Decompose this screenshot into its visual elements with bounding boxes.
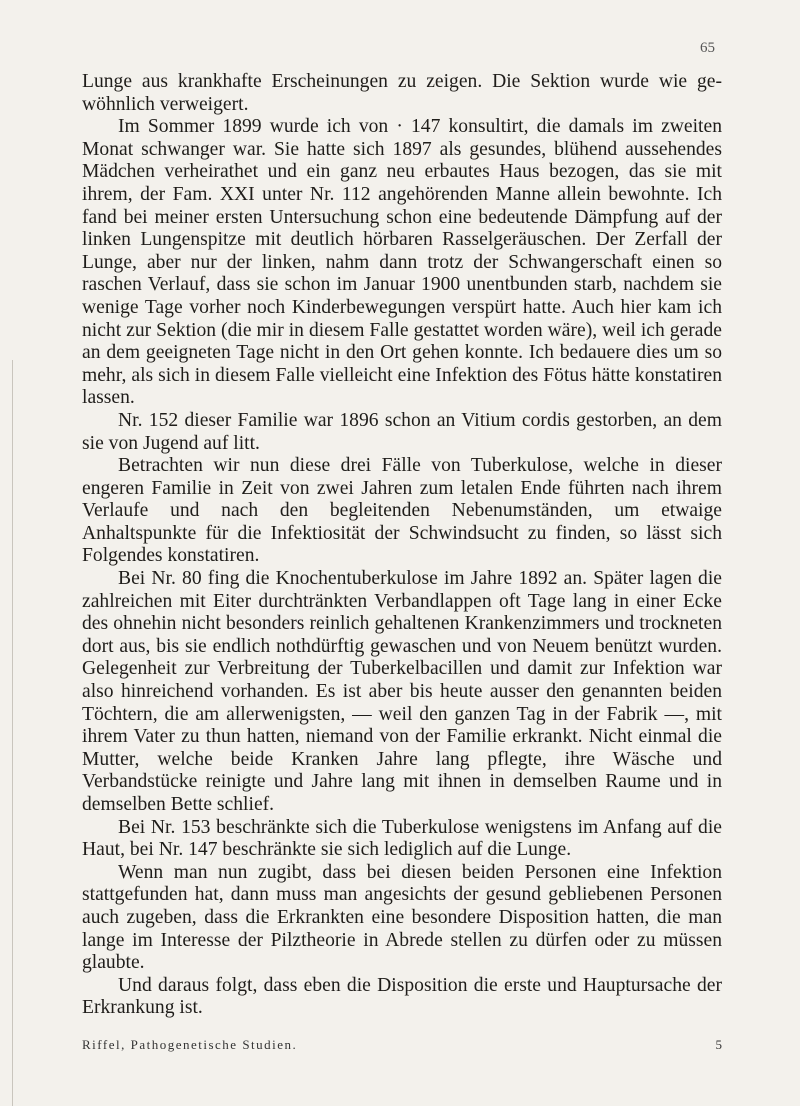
footer-source: Riffel, Pathogenetische Studien. xyxy=(82,1037,298,1052)
page-number: 65 xyxy=(700,40,715,56)
paragraph: Betrachten wir nun diese drei Fälle von Tuberkulose, welche in dieser engeren Familie in Zeit von zwei Jahren zum letalen Ende führten nach ihrem Verlaufe und nach den begleitenden Nebenumständen, um etwaige Anhaltspunkte für die Infektiosität der Schwindsucht zu finden, so lässt sich Folgendes konstatiren. xyxy=(82,455,722,567)
paragraph: Wenn man nun zugibt, dass bei diesen beiden Personen eine Infektion stattgefunden hat, dann muss man angesichts der gesund gebliebenen Personen auch zugeben, dass die Erkrankten eine besondere Disposition hatten, die man lange im Interesse der Pilztheorie in Abrede stellen zu dürfen oder zu müssen glaubte. xyxy=(82,861,722,974)
body-text xyxy=(82,71,722,1020)
paragraph: Und daraus folgt, dass eben die Disposition die erste und Hauptursache der Erkrankung ist. xyxy=(82,974,722,1019)
binding-shadow-line xyxy=(12,360,13,1106)
paragraph: Bei Nr. 80 fing die Knochentuberkulose im Jahre 1892 an. Später lagen die zahlreichen mit Eiter durchtränkten Verbandlappen oft Tage lang in einer Ecke des ohnehin nicht besonders reinlich gehaltenen Krankenzimmers und trockneten dort aus, bis sie endlich nothdürftig gewaschen und von Neuem benützt wurden. Gelegenheit zur Verbreitung der Tuberkelbacillen und damit zur Infektion war also hinreichend vorhanden. Es ist aber bis heute ausser den genannten beiden Töchtern, die am allerwenigsten, — weil den ganzen Tag in der Fabrik —, mit ihrem Vater zu thun hatten, niemand von der Familie erkrankt. Nicht einmal die Mutter, welche beide Kranken Jahre lang pflegte, ihre Wäsche und Verbandstücke reinigte und Jahre lang mit ihnen in demselben Raume und in demselben Bette schlief. xyxy=(82,568,722,815)
paragraph: Bei Nr. 153 beschränkte sich die Tuberkulose wenigstens im Anfang auf die Haut, bei Nr. 147 beschränkte sie sich lediglich auf die Lunge. xyxy=(82,816,722,861)
signature-mark: 5 xyxy=(715,1037,722,1052)
paragraph: Im Sommer 1899 wurde ich von · 147 konsultirt, die damals im zweiten Monat schwanger war. Sie hatte sich 1897 als gesundes, blühend aussehendes Mädchen verheirathet und ein ganz neu erbautes Haus bezogen, das sie mit ihrem, der Fam. XXI unter Nr. 112 angehörenden Manne allein bewohnte. Ich fand bei meiner ersten Untersuchung schon eine bedeutende Dämpfung auf der linken Lungenspitze mit deutlich hörbaren Rasselgeräuschen. Der Zerfall der Lunge, aber nur der linken, nahm dann trotz der Schwangerschaft einen so raschen Verlauf, dass sie schon im Januar 1900 unentbunden starb, nachdem sie wenige Tage vorher noch Kinderbewegungen verspürt hatte. Auch hier kam ich nicht zur Sektion (die mir in diesem Falle gestattet worden wäre), weil ich gerade an dem geeigneten Tage nicht in den Ort gehen konnte. Ich bedauere dies um so mehr, als sich in diesem Falle vielleicht eine Infektion des Fötus hätte konstatiren lassen. xyxy=(82,116,722,409)
paragraph: Lunge aus krankhafte Erscheinungen zu zeigen. Die Sektion wurde wie gewöhnlich verweigert. xyxy=(82,71,722,115)
page-footer xyxy=(82,1037,722,1053)
paragraph: Nr. 152 dieser Familie war 1896 schon an Vitium cordis gestorben, an dem sie von Jugend auf litt. xyxy=(82,409,722,454)
